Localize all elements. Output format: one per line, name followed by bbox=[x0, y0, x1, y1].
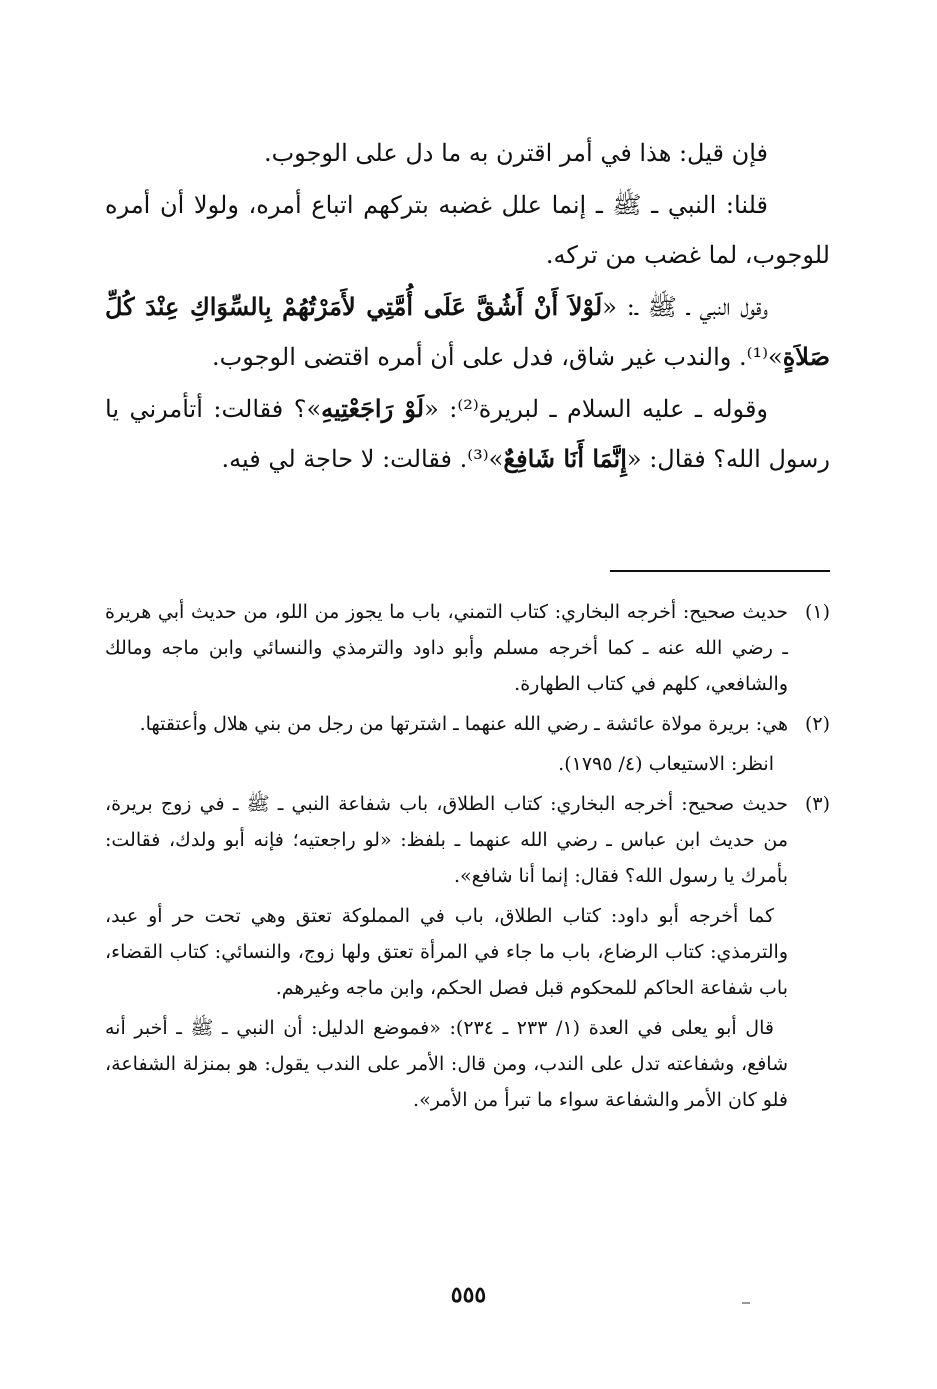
paragraph-1 bbox=[105, 128, 830, 178]
paragraph-2-text: قلنا: النبي ـ ﷺ ـ إنما علل غضبه بتركهم اتباع أمره، ولولا أن أمره للوجوب، لما غضب من تركه. bbox=[105, 191, 830, 269]
paragraph-3-conclusion: . والندب غير شاق، فدل على أن أمره اقتضى الوجوب. bbox=[212, 343, 747, 371]
footnote-body bbox=[105, 706, 788, 782]
scan-speck bbox=[742, 1302, 750, 1304]
paragraph-4-conclusion: . فقالت: لا حاجة لي فيه. bbox=[221, 445, 468, 473]
footnote-paragraph: كما أخرجه أبو داود: كتاب الطلاق، باب في المملوكة تعتق وهي تحت حر أو عبد، والترمذي: كتاب الرضاع، باب ما جاء في المرأة تعتق ولها زوج، والنسائي: كتاب القضاء، باب شفاعة الحاكم للمحكوم قبل فصل الحكم، وابن ماجه وغيرهم. bbox=[105, 905, 788, 999]
footnote-separator bbox=[610, 570, 830, 572]
hadith-siwak-quote: لَوْلاَ أَنْ أَشُقَّ عَلَى أُمَّتِي لأَمَرْتُهُمْ بِالسِّوَاكِ عِنْدَ كُلِّ صَلاَةٍ bbox=[105, 292, 830, 371]
footnote-body bbox=[105, 786, 788, 1118]
main-text bbox=[105, 128, 830, 486]
footnote-1 bbox=[105, 594, 830, 702]
paragraph-4-intro: وقوله ـ عليه السلام ـ لبريرة⁽²⁾: « bbox=[424, 395, 769, 423]
paragraph-2 bbox=[105, 180, 830, 280]
footnote-paragraph: انظر: الاستيعاب (٤/ ١٧٩٥). bbox=[558, 753, 774, 775]
paragraph-4-middle: »؟ فقالت: أتأمرني يا رسول الله؟ فقال: « bbox=[105, 395, 830, 473]
paragraph-1-text: فإن قيل: هذا في أمر اقترن به ما دل على الوجوب. bbox=[263, 139, 768, 167]
footnote-number: (٢) bbox=[804, 713, 830, 735]
footnote-paragraph: هي: بريرة مولاة عائشة ـ رضي الله عنهما ـ اشترتها من رجل من بني هلال وأعتقتها. bbox=[139, 713, 788, 735]
footnote-2 bbox=[105, 706, 830, 782]
page-number: ٥٥٥ bbox=[450, 1282, 487, 1308]
footnote-3 bbox=[105, 786, 830, 1118]
footnote-paragraph: حديث صحيح: أخرجه البخاري: كتاب الطلاق، باب شفاعة النبي ـ ﷺ ـ في زوج بريرة، من حديث ابن عباس ـ رضي الله عنهما ـ بلفظ: «لو راجعتيه؛ فإنه أبو ولدك، فقالت: بأمرك يا رسول الله؟ فقال: إنما أنا شافع». bbox=[105, 793, 788, 887]
hadith-rajaatihi-quote: لَوْ رَاجَعْتِيهِ bbox=[321, 394, 425, 423]
paragraph-4 bbox=[105, 384, 830, 484]
footnote-paragraph: حديث صحيح: أخرجه البخاري: كتاب التمني، باب ما يجوز من اللو، من حديث أبي هريرة ـ رضي الله عنه ـ كما أخرجه مسلم وأبو داود والترمذي والنسائي وابن ماجه ومالك والشافعي، كلهم في كتاب الطهارة. bbox=[105, 601, 788, 695]
paragraph-3 bbox=[105, 282, 830, 382]
footnote-number: (٣) bbox=[804, 793, 830, 815]
footnote-number: (١) bbox=[804, 601, 830, 623]
footnote-paragraph: قال أبو يعلى في العدة (١/ ٢٣٣ ـ ٢٣٤): «فموضع الدليل: أن النبي ـ ﷺ ـ أخبر أنه شافع، وشفاعته تدل على الندب، ومن قال: الأمر على الندب يقول: هو بمنزلة الشفاعة، فلو كان الأمر والشفاعة سواء ما تبرأ من الأمر». bbox=[105, 1017, 788, 1111]
hadith-shafi-quote: إِنَّمَا أَنَا شَافِعٌ bbox=[503, 444, 627, 473]
footnotes bbox=[105, 594, 830, 1122]
footnote-ref-1: »⁽¹⁾ bbox=[746, 343, 783, 371]
paragraph-3-intro: وقول النبي ـ ﷺ ـ: « bbox=[602, 293, 768, 321]
footnote-body bbox=[105, 594, 788, 702]
footnote-ref-3: »⁽³⁾ bbox=[467, 445, 504, 473]
